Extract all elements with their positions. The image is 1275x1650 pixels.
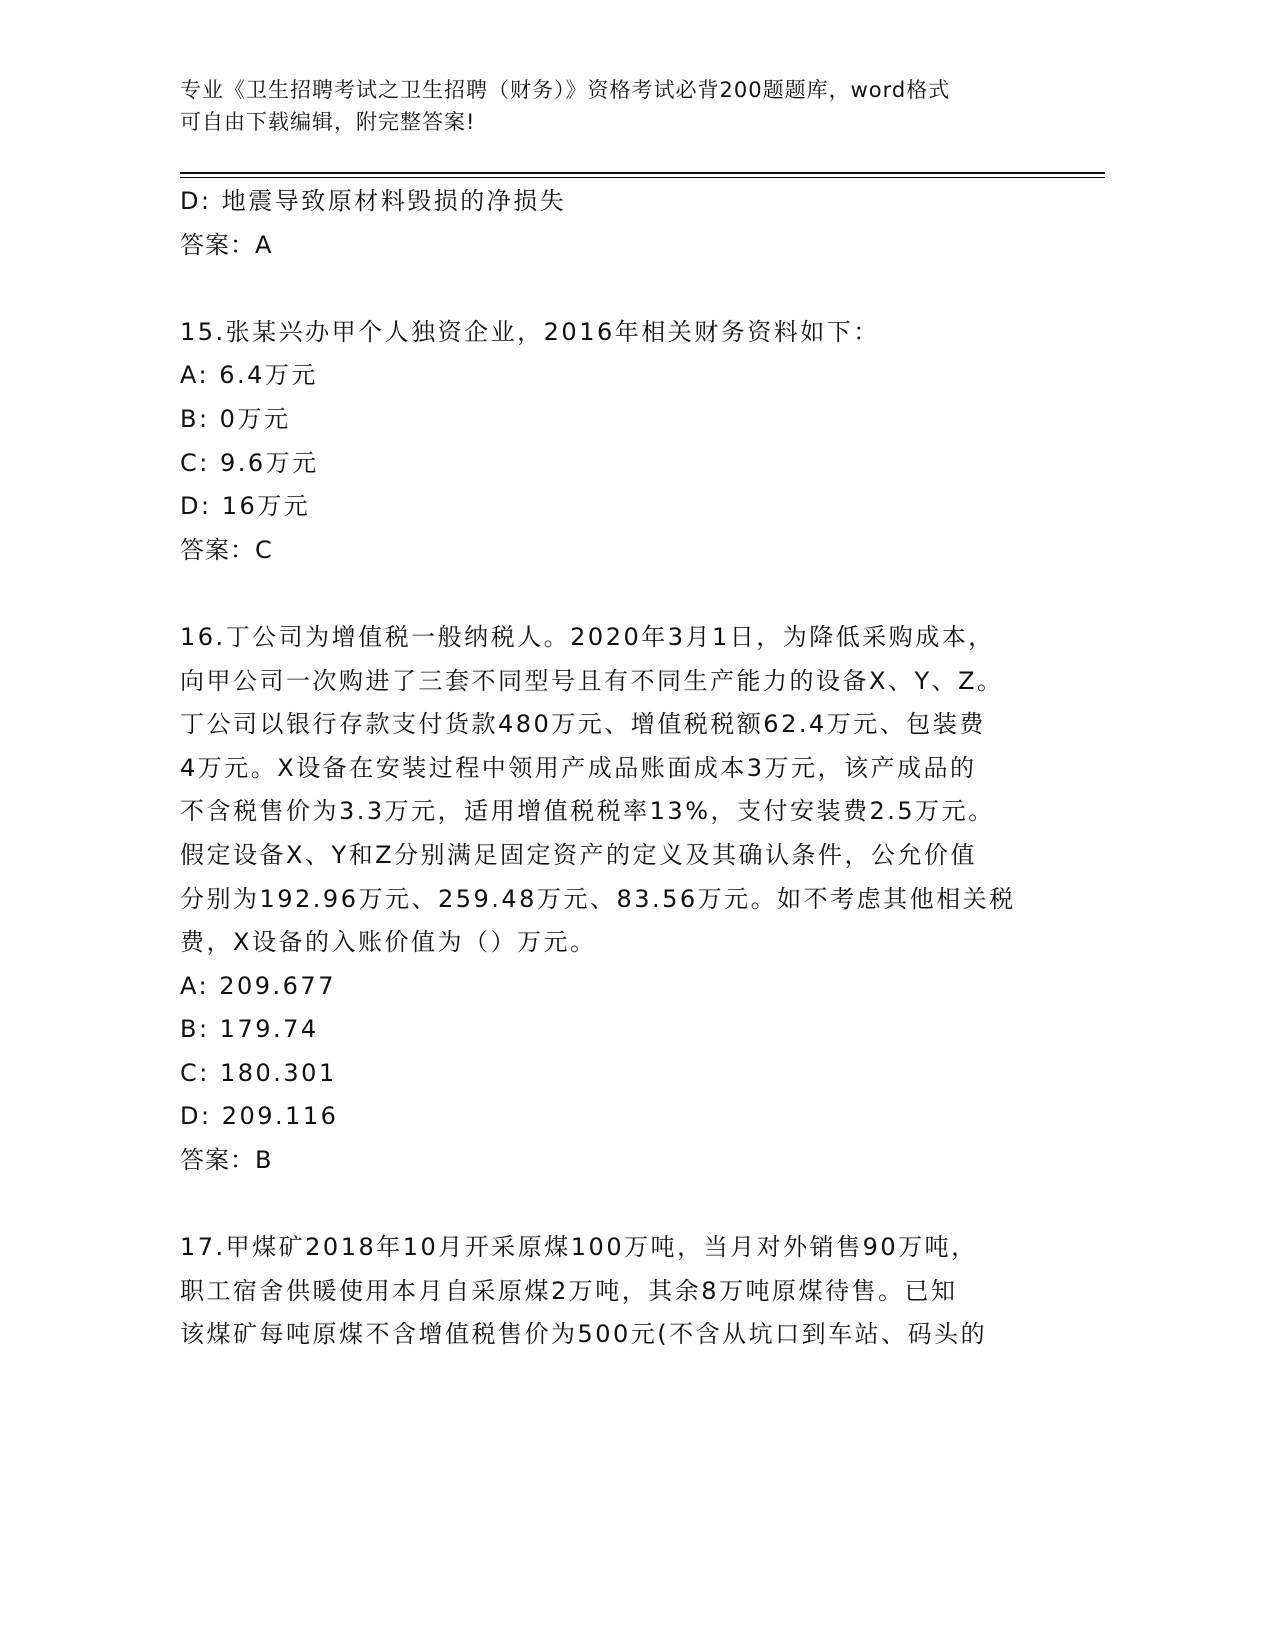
option-c: C: 9.6万元 xyxy=(180,448,319,477)
document-header xyxy=(180,74,1060,138)
document-body xyxy=(180,180,1060,1357)
question-stem-line: 丁公司以银行存款支付货款480万元、增值税税额62.4万元、包装费 xyxy=(180,710,986,739)
answer-line: 答案：C xyxy=(180,535,273,564)
header-divider-thick xyxy=(180,172,1105,174)
option-d: D: 地震导致原材料毁损的净损失 xyxy=(180,187,567,215)
option-a: A: 209.677 xyxy=(180,971,336,1000)
spacer xyxy=(180,267,1060,311)
option-d: D: 16万元 xyxy=(180,492,311,521)
answer-line: 答案：B xyxy=(180,1146,273,1175)
spacer xyxy=(180,1183,1060,1227)
question-stem-line: 假定设备X、Y和Z分别满足固定资产的定义及其确认条件，公允价值 xyxy=(180,840,978,869)
answer-line: 答案：A xyxy=(180,230,273,259)
option-d: D: 209.116 xyxy=(180,1102,339,1131)
question-stem-line: 16.丁公司为增值税一般纳税人。2020年3月1日，为降低采购成本， xyxy=(180,622,995,651)
question-stem-line: 职工宿舍供暖使用本月自采原煤2万吨，其余8万吨原煤待售。已知 xyxy=(180,1276,958,1305)
question-stem-line: 4万元。X设备在安装过程中领用产成品账面成本3万元，该产成品的 xyxy=(180,753,977,782)
question-stem-line: 向甲公司一次购进了三套不同型号且有不同生产能力的设备X、Y、Z。 xyxy=(180,666,1004,695)
question-stem-line: 分别为192.96万元、259.48万元、83.56万元。如不考虑其他相关税 xyxy=(180,884,1016,913)
question-15 xyxy=(180,311,1060,573)
question-stem: 15.张某兴办甲个人独资企业，2016年相关财务资料如下： xyxy=(180,317,880,346)
option-b: B: 179.74 xyxy=(180,1015,319,1044)
question-stem-line: 17.甲煤矿2018年10月开采原煤100万吨，当月对外销售90万吨， xyxy=(180,1233,978,1262)
spacer xyxy=(180,572,1060,616)
header-title-line-1: 专业《卫生招聘考试之卫生招聘（财务）》资格考试必背200题题库，word格式 xyxy=(180,78,951,102)
question-17 xyxy=(180,1226,1060,1357)
option-b: B: 0万元 xyxy=(180,404,291,433)
header-divider-thin xyxy=(180,177,1105,178)
question-stem-line: 费，X设备的入账价值为（）万元。 xyxy=(180,928,597,957)
option-c: C: 180.301 xyxy=(180,1058,337,1087)
header-title-line-2: 可自由下载编辑，附完整答案! xyxy=(180,110,476,134)
question-stem-line: 该煤矿每吨原煤不含增值税售价为500元(不含从坑口到车站、码头的 xyxy=(180,1320,988,1349)
option-a: A: 6.4万元 xyxy=(180,361,318,390)
question-16 xyxy=(180,616,1060,1183)
question-stem-line: 不含税售价为3.3万元，适用增值税税率13%，支付安装费2.5万元。 xyxy=(180,797,995,826)
previous-question-tail xyxy=(180,180,1060,267)
